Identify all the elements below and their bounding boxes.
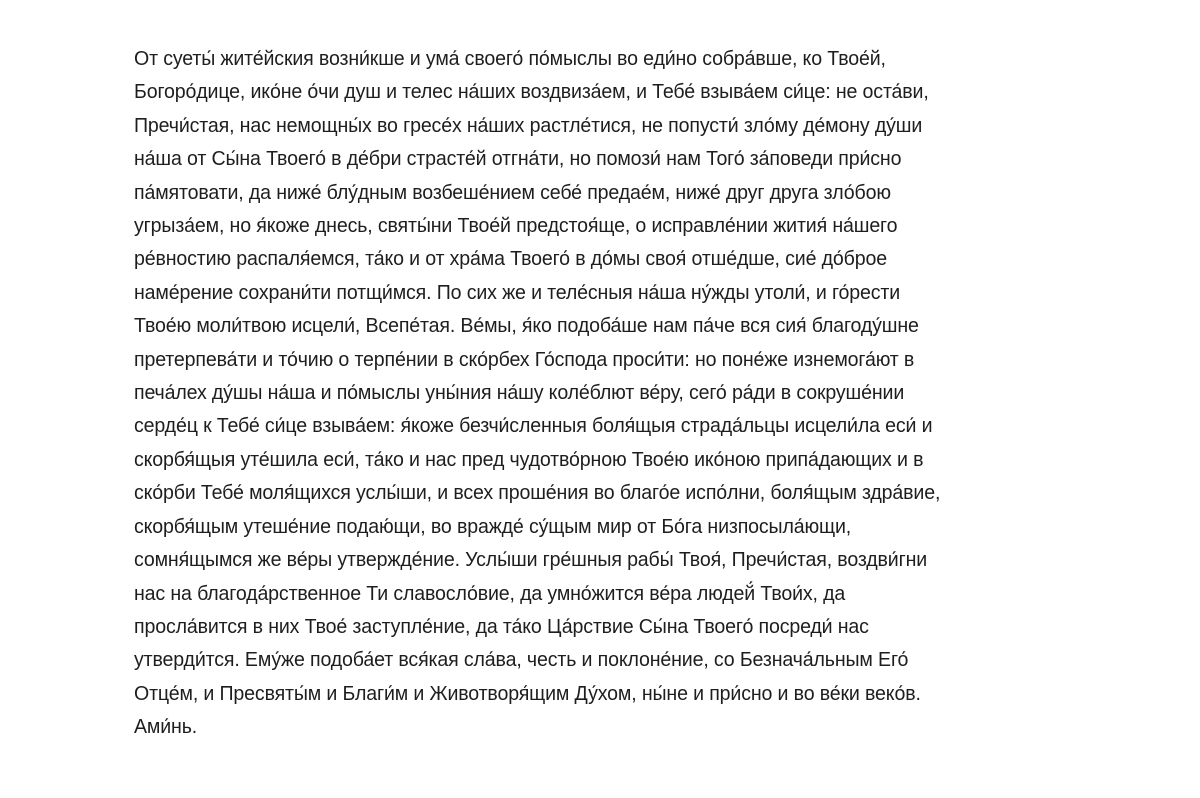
text-line-20: Отце́м, и Пресвяты́м и Благи́м и Животворя́щим Ду́хом, ны́не и при́сно и во ве́ки веко́в. <box>134 681 921 705</box>
text-line-21: Ами́нь. <box>134 715 198 739</box>
text-line-18: просла́вится в них Твое́ заступле́ние, да та́ко Ца́рствие Сы́на Твоего́ посреди́ нас <box>134 614 869 638</box>
text-line-17: нас на благода́рственное Ти славосло́вие, да умно́жится ве́ра людей́ Твои́х, да <box>134 581 846 605</box>
text-line-19: утверди́тся. Ему́же подоба́ет вся́кая сла́ва, честь и поклоне́ние, со Безнача́льным Его́ <box>134 648 909 672</box>
prayer-text-block <box>134 42 1174 744</box>
text-line-4: на́ша от Сы́на Твоего́ в де́бри страсте́й отгна́ти, но помози́ нам Того́ за́поведи при́сно <box>134 147 902 171</box>
text-line-9: Твое́ю моли́твою исцели́, Всепе́тая. Ве́мы, я́ко подоба́ше нам па́че вся сия́ благоду́шне <box>134 314 919 338</box>
text-line-5: па́мятовати, да ниже́ блу́дным возбеше́нием себе́ предае́м, ниже́ друг друга зло́бою <box>134 180 891 204</box>
text-line-11: печа́лех ду́шы на́ша и по́мыслы уны́ния на́шу коле́блют ве́ру, сего́ ра́ди в сокруше́нии <box>134 381 905 405</box>
text-line-16: сомня́щымся же ве́ры утвержде́ние. Услы́ши гре́шныя рабы́ Твоя́, Пречи́стая, воздви́гни <box>134 548 928 572</box>
text-line-15: скорбя́щым утеше́ние подаю́щи, во вражде́ су́щым мир от Бо́га низпосыла́ющи, <box>134 514 852 538</box>
text-line-2: Богоро́дице, ико́не о́чи душ и телес на́ших воздвиза́ем, и Тебе́ взыва́ем си́це: не оста́ви, <box>134 80 929 104</box>
text-line-3: Пречи́стая, нас немощны́х во гресе́х на́ших растле́тися, не попусти́ зло́му де́мону ду́ши <box>134 113 923 137</box>
text-line-13: скорбя́щыя уте́шила еси́, та́ко и нас пред чудотво́рною Твое́ю ико́ною припа́дающих и в <box>134 447 924 471</box>
text-line-10: претерпева́ти и то́чию о терпе́нии в ско́рбех Го́спода проси́ти: но поне́же изнемога́ют в <box>134 347 915 371</box>
text-line-8: наме́рение сохрани́ти потщи́мся. По сих же и теле́сныя на́ша ну́жды утоли́, и го́рести <box>134 280 901 304</box>
text-line-6: угрыза́ем, но я́коже днесь, святы́ни Твое́й предстоя́ще, о исправле́нии жития́ на́шего <box>134 214 898 238</box>
text-line-1: От суеты́ жите́йския возни́кше и ума́ своего́ по́мыслы во еди́но собра́вше, ко Твое́й, <box>134 47 886 70</box>
text-line-14: ско́рби Тебе́ моля́щихся услы́ши, и всех проше́ния во благо́е испо́лни, боля́щым здра́вие, <box>134 481 941 505</box>
text-line-12: серде́ц к Тебе́ си́це взыва́ем: я́коже безчи́сленныя боля́щыя страда́льцы исцели́ла еси́ и <box>134 414 933 438</box>
text-line-7: ре́вностию распаля́емся, та́ко и от хра́ма Твоего́ в до́мы своя́ отше́дше, сие́ до́брое <box>134 247 887 271</box>
